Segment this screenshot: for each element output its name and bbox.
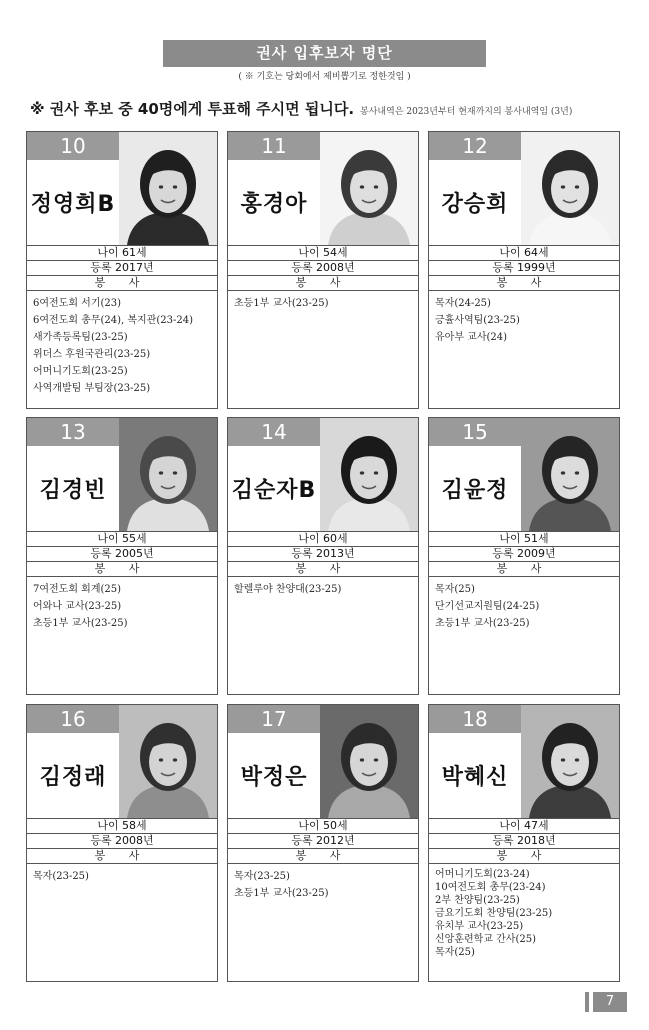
candidate-number: 16 — [27, 705, 119, 733]
candidate-photo — [320, 132, 418, 245]
candidate-number: 13 — [27, 418, 119, 446]
candidate-name: 박정은 — [240, 765, 308, 790]
candidate-photo — [521, 705, 619, 818]
candidate-number: 18 — [429, 705, 521, 733]
candidate-registered: 등록 1999년 — [429, 261, 619, 276]
candidate-card — [227, 704, 419, 982]
candidate-number: 17 — [228, 705, 320, 733]
instruction-text: ※ 권사 후보 중 40명에게 투표해 주시면 됩니다. — [30, 100, 355, 118]
candidate-number: 14 — [228, 418, 320, 446]
service-list — [27, 577, 217, 636]
candidate-name: 김순자B — [231, 478, 317, 503]
candidate-card — [227, 417, 419, 695]
service-header: 봉 사 — [27, 276, 217, 291]
candidate-registered: 등록 2005년 — [27, 547, 217, 562]
candidate-photo — [521, 132, 619, 245]
service-item: 목자(24-25) — [435, 298, 491, 309]
candidate-header — [228, 132, 418, 246]
service-list — [429, 577, 619, 636]
service-item: 목자(23-25) — [234, 871, 290, 882]
service-item: 새가족등록팀(23-25) — [33, 332, 128, 343]
service-item: 사역개발팀 부팀장(23-25) — [33, 383, 151, 394]
candidate-registered: 등록 2017년 — [27, 261, 217, 276]
candidate-photo — [320, 705, 418, 818]
candidate-header — [429, 705, 619, 819]
page-number — [593, 992, 627, 1012]
candidate-header — [27, 132, 217, 246]
candidate-name: 강승희 — [441, 192, 509, 217]
service-header: 봉 사 — [228, 849, 418, 864]
service-item: 어머니기도회(23-24) — [435, 869, 530, 880]
candidate-age: 나이 58세 — [27, 819, 217, 834]
service-item: 할렐루야 찬양대(23-25) — [234, 584, 342, 595]
candidate-age: 나이 61세 — [27, 246, 217, 261]
service-list — [429, 864, 619, 963]
page-subtitle: ( ※ 기호는 당회에서 제비뽑기로 정한것임 ) — [238, 72, 411, 82]
service-header: 봉 사 — [429, 849, 619, 864]
candidate-card — [227, 131, 419, 409]
candidate-age: 나이 51세 — [429, 532, 619, 547]
service-header: 봉 사 — [429, 276, 619, 291]
candidate-registered: 등록 2018년 — [429, 834, 619, 849]
service-list — [27, 291, 217, 401]
candidate-card — [26, 417, 218, 695]
candidate-name: 정영희B — [30, 192, 116, 217]
page-number-text: 7 — [605, 994, 615, 1009]
service-item: 6여전도회 서기(23) — [33, 298, 122, 309]
candidate-number: 12 — [429, 132, 521, 160]
service-item: 10여전도회 총무(23-24) — [435, 882, 546, 893]
service-item: 유치부 교사(23-25) — [435, 921, 524, 932]
candidate-photo — [320, 418, 418, 531]
candidate-name: 김정래 — [39, 765, 107, 790]
candidate-card — [428, 131, 620, 409]
candidate-header — [228, 418, 418, 532]
candidate-header — [27, 705, 217, 819]
candidate-name: 김윤정 — [441, 478, 509, 503]
candidate-name: 홍경아 — [240, 192, 308, 217]
candidate-photo — [119, 132, 217, 245]
service-item: 어와나 교사(23-25) — [33, 601, 122, 612]
candidate-age: 나이 47세 — [429, 819, 619, 834]
candidate-photo — [119, 705, 217, 818]
candidate-photo — [119, 418, 217, 531]
candidate-photo — [521, 418, 619, 531]
candidate-number: 15 — [429, 418, 521, 446]
service-item: 6여전도회 총무(24), 복지관(23-24) — [33, 315, 193, 326]
candidate-header — [429, 418, 619, 532]
candidate-name: 박혜신 — [441, 765, 509, 790]
service-list — [27, 864, 217, 889]
candidate-age: 나이 54세 — [228, 246, 418, 261]
service-list — [228, 291, 418, 316]
service-item: 2부 찬양팀(23-25) — [435, 895, 520, 906]
candidate-number: 10 — [27, 132, 119, 160]
instruction-note: 봉사내역은 2023년부터 현재까지의 봉사내역임 (3년) — [360, 107, 573, 117]
service-item: 긍휼사역팀(23-25) — [435, 315, 520, 326]
service-item: 위더스 후원국관리(23-25) — [33, 349, 151, 360]
candidate-registered: 등록 2013년 — [228, 547, 418, 562]
candidate-header — [228, 705, 418, 819]
service-item: 목자(23-25) — [33, 871, 89, 882]
service-item: 어머니기도회(23-25) — [33, 366, 128, 377]
page-number-stripe — [585, 992, 589, 1012]
service-item: 초등1부 교사(23-25) — [234, 298, 329, 309]
page-title: 권사 입후보자 명단 — [163, 40, 486, 67]
candidate-registered: 등록 2009년 — [429, 547, 619, 562]
candidate-age: 나이 55세 — [27, 532, 217, 547]
service-header: 봉 사 — [228, 562, 418, 577]
instruction-line — [30, 98, 572, 119]
service-item: 목자(25) — [435, 584, 475, 595]
candidate-card — [428, 704, 620, 982]
service-item: 7여전도회 회계(25) — [33, 584, 122, 595]
service-header: 봉 사 — [27, 849, 217, 864]
candidate-registered: 등록 2012년 — [228, 834, 418, 849]
service-item: 금요기도회 찬양팀(23-25) — [435, 908, 553, 919]
service-header: 봉 사 — [429, 562, 619, 577]
candidate-age: 나이 64세 — [429, 246, 619, 261]
candidate-registered: 등록 2008년 — [228, 261, 418, 276]
candidate-name: 김경빈 — [39, 478, 107, 503]
candidate-header — [429, 132, 619, 246]
candidate-age: 나이 50세 — [228, 819, 418, 834]
candidate-card — [26, 704, 218, 982]
candidate-age: 나이 60세 — [228, 532, 418, 547]
service-list — [429, 291, 619, 350]
service-item: 초등1부 교사(23-25) — [234, 888, 329, 899]
service-item: 유아부 교사(24) — [435, 332, 508, 343]
service-list — [228, 864, 418, 906]
service-item: 초등1부 교사(23-25) — [33, 618, 128, 629]
service-item: 단기선교지원팀(24-25) — [435, 601, 540, 612]
candidate-number: 11 — [228, 132, 320, 160]
service-list — [228, 577, 418, 602]
service-item: 신앙훈련학교 간사(25) — [435, 934, 536, 945]
candidate-header — [27, 418, 217, 532]
service-header: 봉 사 — [27, 562, 217, 577]
service-item: 목자(25) — [435, 947, 475, 958]
candidate-card — [26, 131, 218, 409]
candidate-card — [428, 417, 620, 695]
service-item: 초등1부 교사(23-25) — [435, 618, 530, 629]
service-header: 봉 사 — [228, 276, 418, 291]
candidate-registered: 등록 2008년 — [27, 834, 217, 849]
